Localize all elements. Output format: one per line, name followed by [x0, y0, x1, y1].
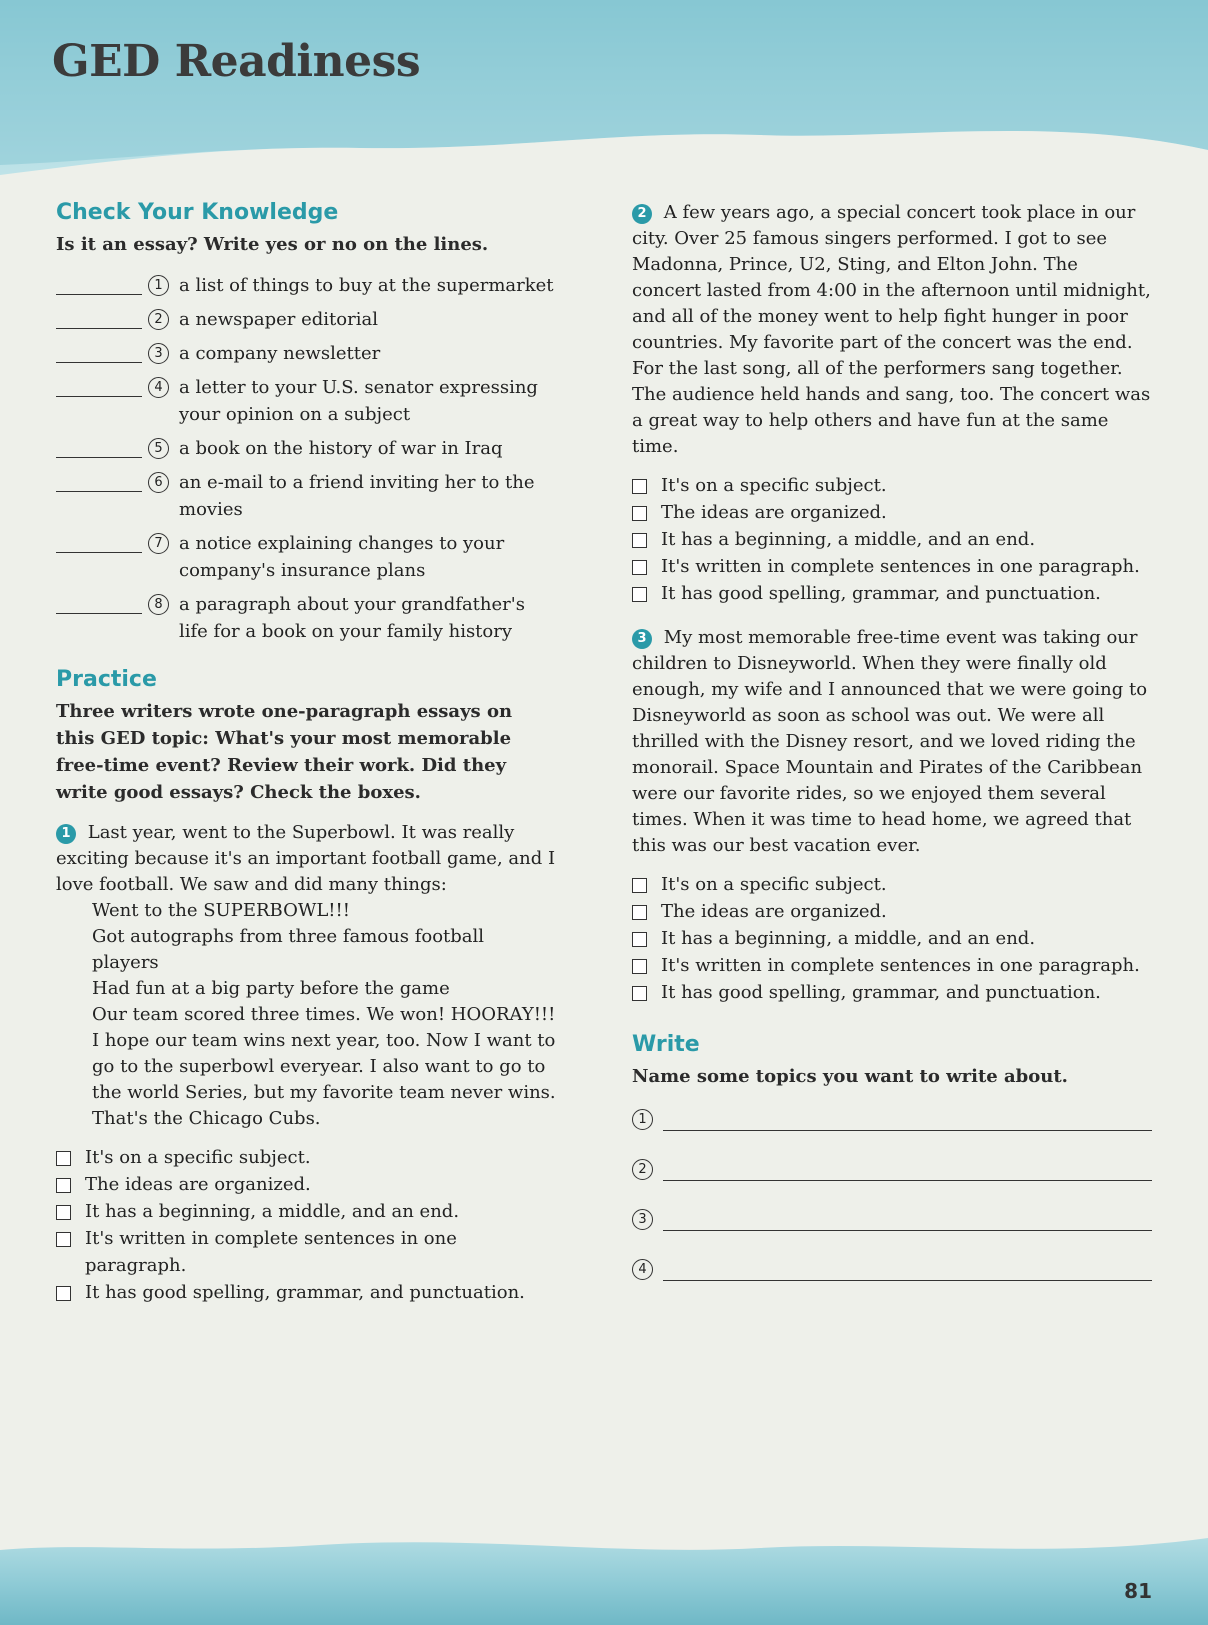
page-title: GED Readiness [52, 36, 421, 87]
checklist-item[interactable] [632, 553, 1152, 580]
checklist-label: It has a beginning, a middle, and an end. [661, 928, 1036, 949]
check-knowledge-heading: Check Your Knowledge [56, 200, 339, 225]
checklist-label: It has a beginning, a middle, and an end. [85, 1201, 460, 1222]
checklist-item[interactable] [632, 979, 1152, 1006]
item-text: a book on the history of war in Iraq [179, 438, 503, 459]
essay-checklist [632, 871, 1152, 1006]
checklist-item[interactable] [632, 472, 1152, 499]
topic-number: 2 [632, 1159, 653, 1180]
check-knowledge-instruction: Is it an essay? Write yes or no on the lines. [56, 234, 489, 255]
item-number: 2 [148, 309, 169, 330]
checkbox[interactable] [632, 587, 647, 602]
checklist-item[interactable] [632, 952, 1152, 979]
checkbox[interactable] [56, 1205, 71, 1220]
checklist-label: It's written in complete sentences in one paragraph. [661, 556, 1140, 577]
checkbox[interactable] [56, 1286, 71, 1301]
essay-text: Last year, went to the Superbowl. It was really exciting because it's an important football game, and I love football. We saw and did many things: [56, 822, 556, 895]
write-heading: Write [632, 1032, 700, 1057]
checkbox[interactable] [632, 533, 647, 548]
essay-number-badge: 2 [632, 204, 652, 224]
checklist-item[interactable] [632, 526, 1152, 553]
essay-text: My most memorable free-time event was taking our children to Disneyworld. When they were finally old enough, my wife and I announced that we were going to Disneyworld as soon as school was out. We were all thrilled with the Disney resort, and we loved riding the monorail. Space Mountain and Pirates of the Caribbean were our favorite rides, so we enjoyed them several times. When it was time to head home, we agreed that this was our best vacation ever. [632, 627, 1148, 856]
answer-line[interactable] [56, 591, 142, 614]
item-text: a notice explaining changes to your company's insurance plans [179, 533, 505, 581]
write-instruction: Name some topics you want to write about. [632, 1066, 1068, 1087]
item-number: 1 [148, 275, 169, 296]
item-text: a list of things to buy at the supermarket [179, 275, 554, 296]
answer-line[interactable] [56, 530, 142, 553]
knowledge-item [56, 591, 556, 645]
topic-line [632, 1244, 1152, 1294]
checkbox[interactable] [56, 1178, 71, 1193]
footer-wave-decoration [0, 1520, 1208, 1625]
checkbox[interactable] [632, 905, 647, 920]
knowledge-list [56, 272, 556, 645]
checkbox[interactable] [632, 986, 647, 1001]
item-number: 7 [148, 533, 169, 554]
checkbox[interactable] [56, 1151, 71, 1166]
topic-input-line[interactable] [663, 1158, 1152, 1181]
checkbox[interactable] [56, 1232, 71, 1247]
checklist-label: It's written in complete sentences in one paragraph. [85, 1228, 457, 1276]
essay-checklist [632, 472, 1152, 607]
topic-number: 4 [632, 1259, 653, 1280]
answer-line[interactable] [56, 469, 142, 492]
item-text: a letter to your U.S. senator expressing your opinion on a subject [179, 377, 538, 425]
page-number: 81 [1124, 1579, 1152, 1603]
knowledge-item [56, 306, 556, 333]
knowledge-item [56, 340, 556, 367]
checklist-label: It's on a specific subject. [661, 475, 887, 496]
item-text: a newspaper editorial [179, 309, 378, 330]
essay-text: Our team scored three times. We won! HOORAY!!! I hope our team wins next year, too. Now I want to go to the superbowl everyear. I also want to go to the world Series, but my favorite team never wins. That's the Chicago Cubs. [92, 1004, 556, 1129]
checklist-label: It has good spelling, grammar, and punctuation. [85, 1282, 525, 1303]
checkbox[interactable] [632, 506, 647, 521]
item-number: 6 [148, 472, 169, 493]
answer-line[interactable] [56, 272, 142, 295]
left-column [56, 200, 556, 1306]
checkbox[interactable] [632, 560, 647, 575]
essay-1 [56, 820, 556, 1306]
topic-lines [632, 1094, 1152, 1294]
essay-2 [632, 200, 1152, 607]
topic-number: 3 [632, 1209, 653, 1230]
checkbox[interactable] [632, 479, 647, 494]
item-text: a paragraph about your grandfather's life for a book on your family history [179, 594, 525, 642]
checklist-item[interactable] [56, 1198, 556, 1225]
checklist-item[interactable] [632, 925, 1152, 952]
checklist-label: The ideas are organized. [661, 901, 887, 922]
item-number: 3 [148, 343, 169, 364]
item-number: 4 [148, 377, 169, 398]
essay-checklist [56, 1144, 556, 1306]
knowledge-item [56, 469, 556, 523]
header-banner [0, 0, 1208, 175]
essay-3 [632, 625, 1152, 1006]
answer-line[interactable] [56, 435, 142, 458]
answer-line[interactable] [56, 340, 142, 363]
answer-line[interactable] [56, 374, 142, 397]
item-number: 5 [148, 438, 169, 459]
checklist-label: The ideas are organized. [661, 502, 887, 523]
knowledge-item [56, 530, 556, 584]
checklist-item[interactable] [56, 1171, 556, 1198]
checklist-label: It has a beginning, a middle, and an end. [661, 529, 1036, 550]
knowledge-item [56, 374, 556, 428]
topic-input-line[interactable] [663, 1108, 1152, 1131]
checkbox[interactable] [632, 932, 647, 947]
answer-line[interactable] [56, 306, 142, 329]
topic-line [632, 1194, 1152, 1244]
checklist-item[interactable] [632, 580, 1152, 607]
checkbox[interactable] [632, 959, 647, 974]
footer-banner [0, 1520, 1208, 1625]
topic-input-line[interactable] [663, 1258, 1152, 1281]
checklist-label: It's on a specific subject. [661, 874, 887, 895]
essay-number-badge: 3 [632, 629, 652, 649]
essay-text: Went to the SUPERBOWL!!! [92, 900, 351, 921]
item-number: 8 [148, 594, 169, 615]
checklist-label: It has good spelling, grammar, and punctuation. [661, 583, 1101, 604]
checklist-label: The ideas are organized. [85, 1174, 311, 1195]
item-text: an e-mail to a friend inviting her to the movies [179, 472, 535, 520]
essay-text: Had fun at a big party before the game [92, 978, 450, 999]
essay-text: Got autographs from three famous football players [92, 926, 485, 973]
checklist-item[interactable] [632, 898, 1152, 925]
practice-heading: Practice [56, 667, 157, 692]
topic-line [632, 1094, 1152, 1144]
checklist-item[interactable] [56, 1279, 556, 1306]
essay-text: A few years ago, a special concert took place in our city. Over 25 famous singers performed. I got to see Madonna, Prince, U2, Sting, and Elton John. The concert lasted from 4:00 in the afternoon until midnight, and all of the money went to help fight hunger in poor countries. My favorite part of the concert was the end. For the last song, all of the performers sang together. The audience held hands and sang, too. The concert was a great way to help others and have fun at the same time. [632, 202, 1151, 457]
checklist-label: It's written in complete sentences in one paragraph. [661, 955, 1140, 976]
practice-instruction: Three writers wrote one-paragraph essays on this GED topic: What's your most memorable free-time event? Review their work. Did they write good essays? Check the boxes. [56, 701, 513, 803]
checklist-item[interactable] [632, 499, 1152, 526]
checklist-label: It has good spelling, grammar, and punctuation. [661, 982, 1101, 1003]
checklist-item[interactable] [56, 1225, 556, 1279]
checkbox[interactable] [632, 878, 647, 893]
essay-number-badge: 1 [56, 824, 76, 844]
topic-number: 1 [632, 1109, 653, 1130]
checklist-label: It's on a specific subject. [85, 1147, 311, 1168]
checklist-item[interactable] [56, 1144, 556, 1171]
checklist-item[interactable] [632, 871, 1152, 898]
right-column [632, 200, 1152, 1294]
header-wave-decoration [0, 0, 1208, 175]
knowledge-item [56, 435, 556, 462]
item-text: a company newsletter [179, 343, 381, 364]
topic-input-line[interactable] [663, 1208, 1152, 1231]
knowledge-item [56, 272, 556, 299]
topic-line [632, 1144, 1152, 1194]
